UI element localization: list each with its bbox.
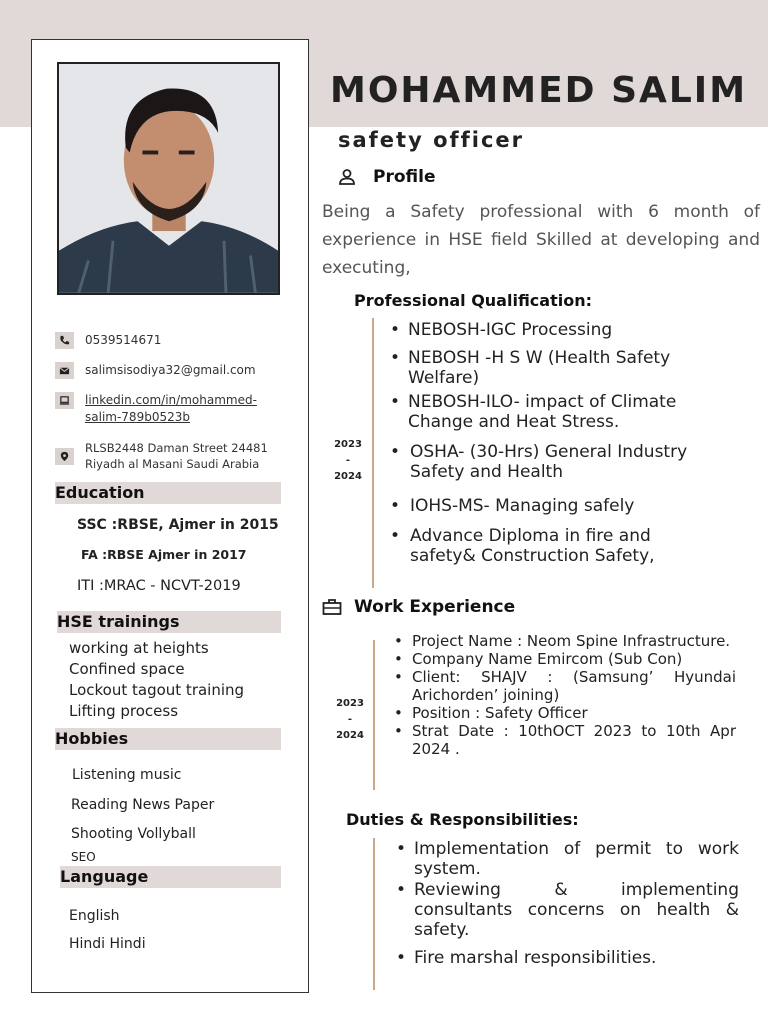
education-heading: Education [55, 482, 281, 504]
location-pin-icon [55, 448, 74, 465]
contact-phone [55, 332, 161, 349]
linkedin-line-1[interactable]: linkedin.com/in/mohammed- [85, 393, 257, 407]
work-item: • Project Name : Neom Spine Infrastructure. [390, 632, 736, 650]
hse-training-item: Lifting process [69, 702, 179, 720]
education-item: FA :RBSE Ajmer in 2017 [81, 547, 247, 562]
qualification-heading: Professional Qualification: [354, 291, 592, 310]
qualification-item: • Advance Diploma in fire and safety& Construction Safety, [386, 526, 716, 566]
timeline-line [372, 318, 374, 588]
qualification-item: • NEBOSH -H S W (Health Safety Welfare) [386, 348, 736, 388]
work-item: • Position : Safety Officer [390, 704, 736, 722]
hse-training-item: working at heights [69, 639, 209, 657]
candidate-name: MOHAMMED SALIM [330, 70, 748, 111]
hse-training-item: Confined space [69, 660, 185, 678]
laptop-icon [55, 392, 74, 409]
duty-item: • Fire marshal responsibilities. [392, 948, 739, 968]
address-line-2: Riyadh al Masani Saudi Arabia [85, 457, 260, 471]
address-line-1: RLSB2448 Daman Street 24481 [85, 441, 268, 455]
work-experience-list [390, 632, 736, 758]
hobby-item: SEO [71, 850, 96, 864]
education-item: ITI :MRAC - NCVT-2019 [77, 578, 241, 594]
profile-heading: Profile [338, 167, 435, 187]
qualification-year-end: 2024 [334, 471, 362, 482]
education-item: SSC :RBSE, Ajmer in 2015 [77, 517, 279, 533]
hobby-item: Listening music [72, 767, 182, 783]
job-title: safety officer [338, 128, 525, 152]
qualification-year-dash: - [345, 455, 351, 466]
duty-item: • Reviewing & implementing consultants concerns on health & safety. [392, 880, 739, 940]
duties-list [392, 839, 739, 968]
qualification-item: • OSHA- (30-Hrs) General Industry Safety and Health [386, 442, 736, 482]
timeline-line [373, 838, 375, 990]
person-icon [338, 168, 356, 186]
contact-email [55, 362, 256, 379]
qualification-list [386, 320, 736, 566]
language-item: Hindi Hindi [69, 936, 146, 952]
hse-training-item: Lockout tagout training [69, 681, 245, 699]
qualification-item: • IOHS-MS- Managing safely [386, 496, 736, 516]
hobby-item: Reading News Paper [71, 797, 215, 813]
qualification-item: • NEBOSH-IGC Processing [386, 320, 736, 340]
qualification-year-start: 2023 [334, 439, 362, 450]
work-item: • Strat Date : 10thOCT 2023 to 10th Apr 2024 . [390, 722, 736, 758]
work-item: • Client: SHAJV : (Samsung’ Hyundai Arichorden’ joining) [390, 668, 736, 704]
work-year-end: 2024 [336, 730, 364, 741]
profile-summary: Being a Safety professional with 6 month of experience in HSE field Skilled at developing and executing, [322, 202, 760, 278]
contact-linkedin [55, 392, 257, 426]
phone-number: 0539514671 [85, 333, 162, 347]
hobbies-heading: Hobbies [55, 728, 281, 750]
email-address[interactable]: salimsisodiya32@gmail.com [85, 363, 256, 377]
language-item: English [69, 908, 120, 924]
work-year-start: 2023 [336, 698, 364, 709]
linkedin-line-2[interactable]: salim-789b0523b [85, 410, 190, 424]
work-experience-heading: Work Experience [322, 597, 515, 617]
hobby-item: Shooting Vollyball [71, 826, 196, 842]
duty-item: • Implementation of permit to work system. [392, 839, 739, 879]
envelope-icon [55, 362, 74, 379]
language-heading: Language [60, 866, 281, 888]
work-item: • Company Name Emircom (Sub Con) [390, 650, 736, 668]
profile-photo [57, 62, 280, 295]
timeline-line [373, 640, 375, 790]
contact-address [55, 440, 268, 472]
hse-trainings-heading: HSE trainings [57, 611, 281, 633]
duties-heading: Duties & Responsibilities: [346, 810, 579, 829]
qualification-item: • NEBOSH-ILO- impact of Climate Change and Heat Stress. [386, 392, 736, 432]
work-year-dash: - [347, 714, 353, 725]
briefcase-icon [322, 598, 342, 616]
linkedin-link[interactable] [85, 392, 257, 426]
phone-icon [55, 332, 74, 349]
